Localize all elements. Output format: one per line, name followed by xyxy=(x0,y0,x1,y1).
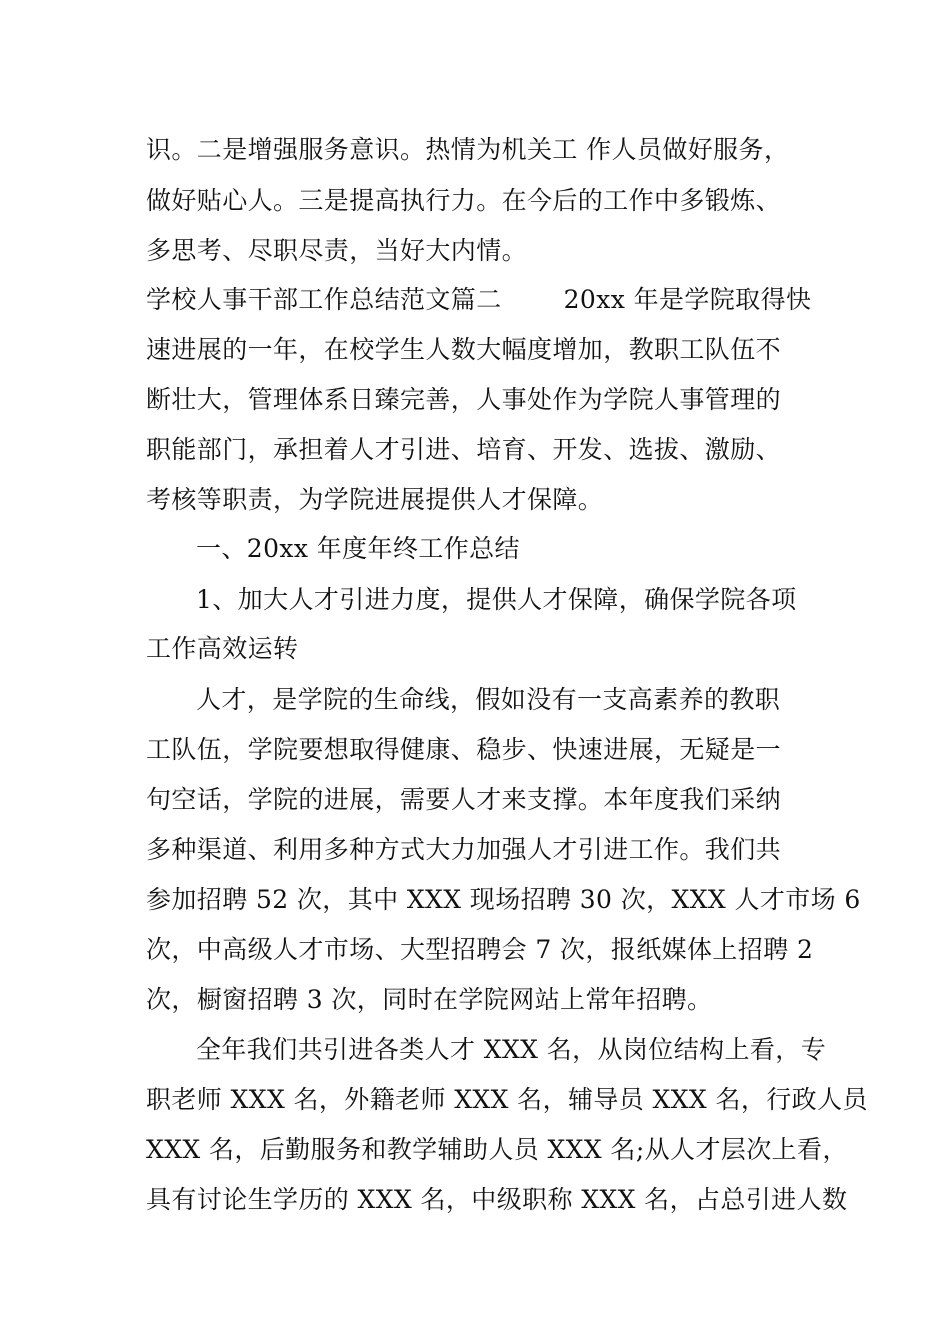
heading-line xyxy=(146,284,816,316)
text-line: 多种渠道、利用多种方式大力加强人才引进工作。我们共 xyxy=(146,835,782,864)
text-line: 速进展的一年，在校学生人数大幅度增加，教职工队伍不 xyxy=(146,335,782,364)
text-line: 多思考、尽职尽责，当好大内情。 xyxy=(146,236,528,265)
text-line: 断壮大，管理体系日臻完善，人事处作为学院人事管理的 xyxy=(146,385,782,414)
text-line: 做好贴心人。三是提高执行力。在今后的工作中多锻炼、 xyxy=(146,186,782,215)
text-line: 考核等职责，为学院进展提供人才保障。 xyxy=(146,485,604,514)
text-line: 全年我们共引进各类人才 XXX 名，从岗位结构上看，专 xyxy=(196,1035,827,1064)
text-line: XXX 名，后勤服务和教学辅助人员 XXX 名;从人才层次上看， xyxy=(146,1135,848,1164)
text-line: 次，橱窗招聘 3 次，同时在学院网站上常年招聘。 xyxy=(146,985,713,1014)
text-span: 20xx 年是学院取得快 xyxy=(563,285,812,314)
text-line: 参加招聘 52 次，其中 XXX 现场招聘 30 次，XXX 人才市场 6 xyxy=(146,885,861,914)
subheading: 一、20xx 年度年终工作总结 xyxy=(196,534,520,563)
text-line: 1、加大人才引进力度，提供人才保障，确保学院各项 xyxy=(196,585,797,614)
text-line: 职能部门，承担着人才引进、培育、开发、选拔、激励、 xyxy=(146,435,782,464)
text-line: 识。二是增强服务意识。热情为机关工 作人员做好服务， xyxy=(146,135,790,164)
section-heading: 学校人事干部工作总结范文篇二 xyxy=(146,285,502,314)
text-line: 具有讨论生学历的 XXX 名，中级职称 XXX 名，占总引进人数 xyxy=(146,1185,848,1214)
text-line: 次，中高级人才市场、大型招聘会 7 次，报纸媒体上招聘 2 xyxy=(146,935,814,964)
text-line: 句空话，学院的进展，需要人才来支撑。本年度我们采纳 xyxy=(146,785,782,814)
text-line: 工作高效运转 xyxy=(146,634,299,663)
text-line: 人才，是学院的生命线，假如没有一支高素养的教职 xyxy=(196,685,781,714)
text-line: 工队伍，学院要想取得健康、稳步、快速进展，无疑是一 xyxy=(146,735,782,764)
text-line: 职老师 XXX 名，外籍老师 XXX 名，辅导员 XXX 名，行政人员 xyxy=(146,1085,868,1114)
